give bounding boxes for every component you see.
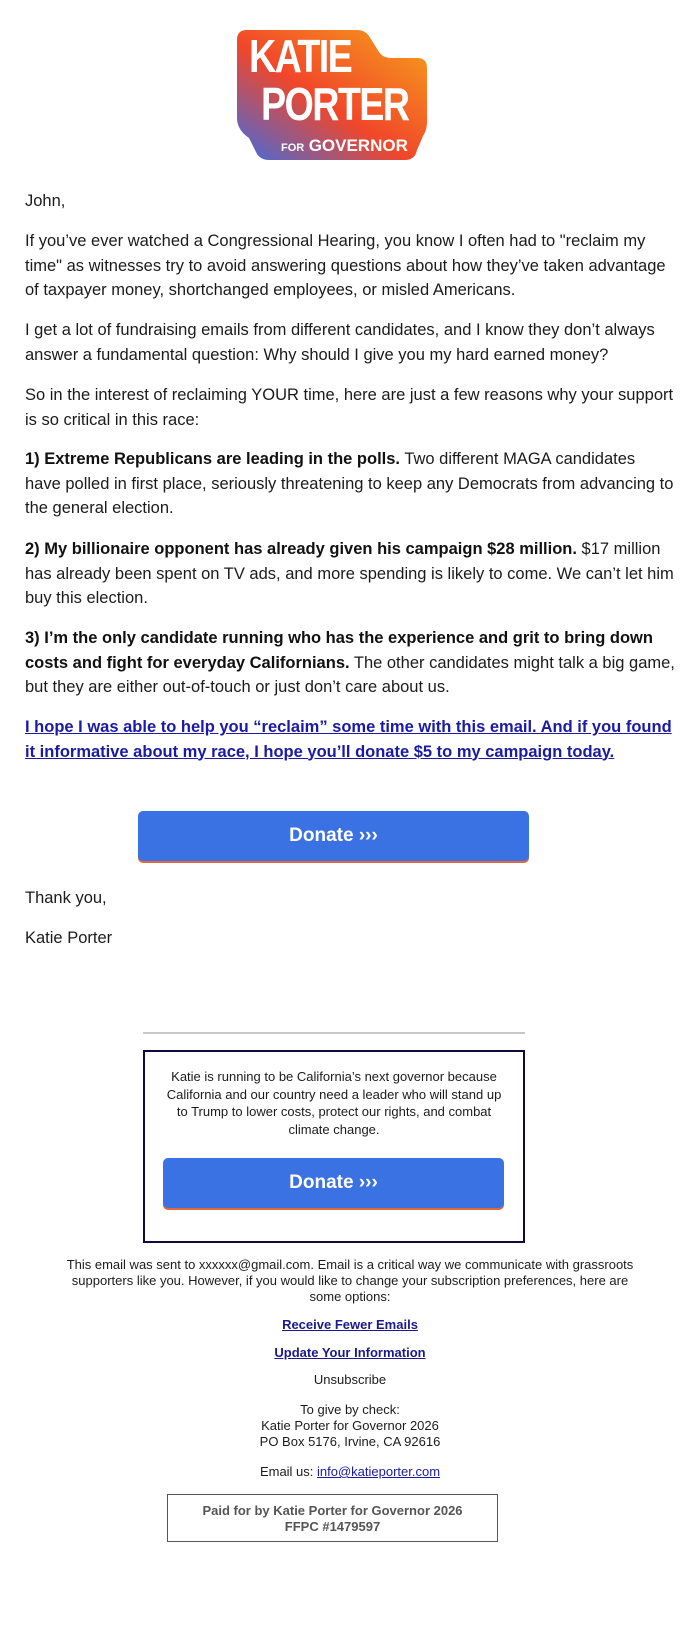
reason-2 [25,537,675,611]
logo-for: FOR [281,142,305,154]
donate-cta-link[interactable]: I hope I was able to help you “reclaim” some time with this email. And if you found it informative about my race, I hope you’ll donate $5 to my campaign today. [25,718,672,761]
email-us-link[interactable]: info@katieporter.com [317,1464,441,1479]
footer-notice: This email was sent to xxxxxx@gmail.com. Email is a critical way we communicate with grassroots supporters like you. However, if you would like to change your subscription preferences, here are some options: [66,1257,634,1304]
paragraph-3: So in the interest of reclaiming YOUR time, here are just a few reasons why your support is so critical in this race: [25,386,674,429]
ffpc-id: FFPC #1479597 [284,1519,381,1534]
reason-1 [25,447,675,521]
paid-for-disclaimer [167,1494,498,1542]
check-name: Katie Porter for Governor 2026 [261,1418,439,1433]
footer-link-row-2 [60,1345,640,1361]
salutation: John, [25,192,66,210]
footer-link-row-1 [60,1317,640,1333]
cta-paragraph [25,715,675,764]
update-information-link[interactable]: Update Your Information [274,1345,426,1360]
check-address: PO Box 5176, Irvine, CA 92616 [259,1434,441,1449]
paid-for-text: Paid for by Katie Porter for Governor 2026 [202,1503,463,1518]
logo-line-governor [281,136,408,156]
reason-3-text: The other candidates might talk a big game, but they are either out-of-touch or just don’t care about us. [25,653,675,696]
paragraph-2: I get a lot of fundraising emails from different candidates, and I know they don’t always answer a fundamental question: Why should I give you my hard earned money? [25,321,655,364]
unsubscribe-link[interactable]: Unsubscribe [313,1372,387,1387]
campaign-logo[interactable] [237,30,432,168]
reason-2-heading: 2) My billionaire opponent has already given his campaign $28 million. [25,540,577,558]
closing: Thank you, [25,889,107,907]
check-heading: To give by check: [300,1402,400,1417]
signature: Katie Porter [25,929,113,947]
footer-divider [143,1032,525,1034]
promo-box [143,1050,525,1243]
promo-donate-button[interactable]: Donate ››› [163,1158,504,1208]
paragraph-1: If you’ve ever watched a Congressional Hearing, you know I often had to "reclaim my time" as witnesses try to avoid answering questions about how they’ve taken advantage of taxpayer money, shortchanged employees, or misled Americans. [25,232,666,299]
donate-button[interactable]: Donate ››› [138,811,529,861]
reason-3 [25,626,675,700]
reason-1-text: Two different MAGA candidates have polled in first place, seriously threatening to keep any Democrats from advancing to the general election. [25,450,674,517]
reason-3-heading: 3) I’m the only candidate running who has the experience and grit to bring down costs and fight for everyday Californians. [25,629,653,672]
logo-line-porter: PORTER [261,78,409,130]
email-us-label: Email us: [259,1464,318,1479]
email-us-row [60,1464,640,1480]
receive-fewer-emails-link[interactable]: Receive Fewer Emails [282,1317,418,1332]
reason-2-text: $17 million has already been spent on TV ads, and more spending is likely to come. We can’t let him buy this election. [25,540,674,607]
reason-1-heading: 1) Extreme Republicans are leading in the polls. [25,450,401,468]
promo-text: Katie is running to be California’s next governor because California and our country need a leader who will stand up to Trump to lower costs, protect our rights, and combat climate change. [166,1069,502,1137]
logo-governor: GOVERNOR [308,136,408,155]
logo-line-katie: KATIE [249,30,352,82]
